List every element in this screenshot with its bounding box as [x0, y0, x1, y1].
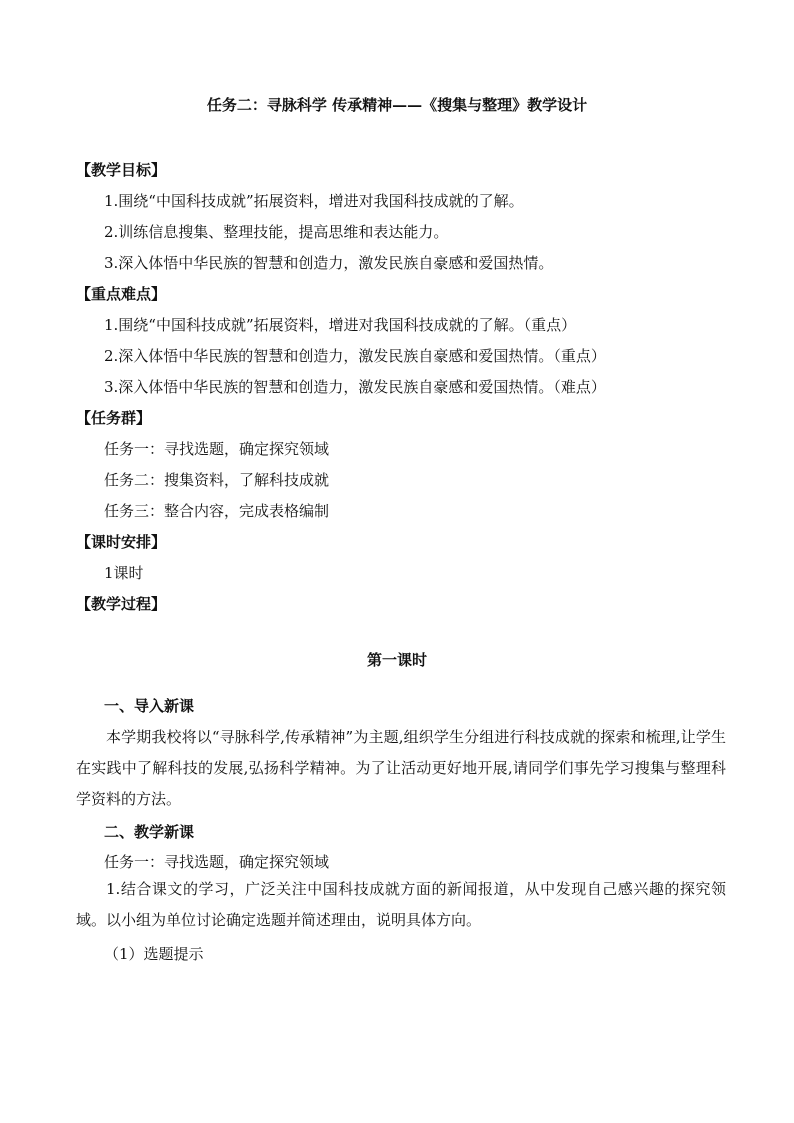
task-item-2: 任务二：搜集资料，了解科技成就: [104, 471, 330, 489]
new-lesson-heading: 二、教学新课: [104, 823, 195, 841]
goal-item-1: 1.围绕“中国科技成就”拓展资料，增进对我国科技成就的了解。: [104, 192, 524, 210]
section-heading-tasks: 【任务群】: [76, 409, 152, 427]
goal-item-3: 3.深入体悟中华民族的智慧和创造力，激发民族自豪感和爱国热情。: [104, 254, 554, 272]
topic-hint: （1）选题提示: [104, 945, 204, 963]
intro-paragraph: 本学期我校将以“寻脉科学,传承精神”为主题,组织学生分组进行科技成就的探索和梳理,让学生在实践中了解科技的发展,弘扬科学精神。为了让活动更好地开展,请同学们事先学习搜集与整理科学资料的方法。: [76, 728, 726, 808]
schedule-value: 1课时: [104, 564, 144, 582]
task1-heading: 任务一：寻找选题，确定探究领域: [104, 853, 330, 871]
section-heading-process: 【教学过程】: [76, 595, 167, 613]
task-item-3: 任务三：整合内容，完成表格编制: [104, 502, 330, 520]
intro-heading: 一、导入新课: [104, 697, 195, 715]
goal-item-2: 2.训练信息搜集、整理技能，提高思维和表达能力。: [104, 223, 449, 241]
section-heading-goals: 【教学目标】: [76, 161, 167, 179]
keypoint-item-1: 1.围绕“中国科技成就”拓展资料，增进对我国科技成就的了解。（重点）: [104, 316, 577, 334]
keypoint-item-3: 3.深入体悟中华民族的智慧和创造力，激发民族自豪感和爱国热情。（难点）: [104, 378, 606, 396]
task-item-1: 任务一：寻找选题，确定探究领域: [104, 440, 330, 458]
lesson-title: 第一课时: [366, 651, 427, 669]
section-heading-keypoints: 【重点难点】: [76, 285, 167, 303]
document-title: 任务二：寻脉科学 传承精神——《搜集与整理》教学设计: [206, 96, 588, 114]
section-heading-schedule: 【课时安排】: [76, 533, 167, 551]
step1-paragraph: 1.结合课文的学习，广泛关注中国科技成就方面的新闻报道，从中发现自己感兴趣的探究领域。以小组为单位讨论确定选题并简述理由，说明具体方向。: [76, 880, 726, 929]
keypoint-item-2: 2.深入体悟中华民族的智慧和创造力，激发民族自豪感和爱国热情。（重点）: [104, 347, 606, 365]
